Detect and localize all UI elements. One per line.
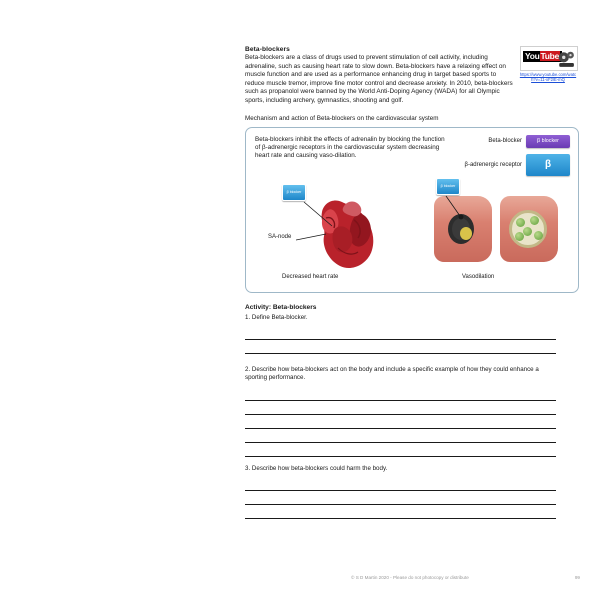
heart-illustration (268, 190, 394, 270)
question-2-number: 2. (245, 365, 251, 373)
question-1-prompt: Define Beta-blocker. (251, 313, 308, 321)
youtube-tube-text: Tube (540, 51, 560, 61)
film-reel-icon (557, 50, 575, 68)
mechanism-subheading: Mechanism and action of Beta-blockers on the cardiovascular system (245, 114, 439, 122)
footer-copyright: © S D Martin 2020 - Please do not photocopy or distribute (351, 575, 469, 580)
question-2-text (245, 366, 557, 383)
sa-node-label: SA-node (268, 233, 292, 240)
question-1-number: 1. (245, 313, 251, 321)
vessel-illustration (434, 184, 564, 272)
answer-line[interactable] (245, 415, 556, 429)
question-2-answer-lines[interactable] (245, 387, 580, 457)
figure-explanation: Beta-blockers inhibit the effects of adrenalin by blocking the function of β-adrenergic receptors in the cardiovascular system decreasing heart rate and causing vaso-dilation. (255, 135, 445, 160)
question-2-block (245, 366, 580, 457)
legend-item-beta-receptor (450, 154, 570, 176)
answer-line[interactable] (245, 491, 556, 505)
answer-line[interactable] (245, 443, 556, 457)
question-3-answer-lines[interactable] (245, 477, 580, 519)
section-heading: Beta-blockers (245, 46, 290, 53)
beta-receptor-chip: β (526, 154, 570, 176)
lumen-core (460, 227, 472, 240)
figure-legend (450, 135, 570, 182)
beta-blocker-tag-heart: β blocker (282, 184, 306, 201)
blood-cell (534, 231, 543, 240)
caption-decreased-heart-rate: Decreased heart rate (282, 273, 339, 280)
spacer (245, 354, 580, 366)
legend-label-beta-receptor: β-adrenergic receptor (464, 161, 522, 168)
answer-line[interactable] (245, 326, 556, 340)
intro-paragraph: Beta-blockers are a class of drugs used to prevent stimulation of cell activity, including adrenaline, such as causing heart rate to slow down. Beta-blockers have a relaxing effect on muscle function and are used as a performance enhancing drug in target based sports to reduce muscle tremor, improve fine motor control and decrease anxiety. In 2010, beta-blockers such as propanolol were banned by the World Anti-Doping Agency (WADA) for all Olympic sports, including archery, gymnastics, shooting and golf. (245, 54, 513, 104)
question-3-prompt: Describe how beta-blockers could harm the body. (251, 464, 388, 472)
answer-line[interactable] (245, 401, 556, 415)
figure-panel (245, 127, 579, 293)
document-sheet (110, 8, 580, 592)
beta-blocker-chip: β blocker (526, 135, 570, 148)
legend-label-beta-blocker: Beta-blocker (488, 138, 522, 145)
beta-blocker-tag-vessel: β blocker (436, 178, 460, 195)
vessel-pointer-line-icon (444, 194, 466, 220)
question-3-block (245, 465, 580, 519)
dilated-vessel (500, 196, 558, 262)
question-2-prompt: Describe how beta-blockers act on the body and include a specific example of how they could enhance a sporting performance. (245, 365, 539, 382)
answer-line[interactable] (245, 505, 556, 519)
question-1-text (245, 314, 557, 322)
sa-node-pointer-icon (296, 232, 330, 246)
spacer (245, 457, 580, 465)
youtube-video-link[interactable]: https://www.youtube.com/watch?v=11-xF2lE-mQ (519, 72, 577, 82)
youtube-reference-block (518, 46, 580, 82)
legend-item-beta-blocker (450, 135, 570, 148)
youtube-logo (520, 46, 578, 71)
document-content (245, 46, 580, 519)
question-3-number: 3. (245, 464, 251, 472)
heart-pointer-line-icon (302, 200, 338, 234)
question-1-answer-lines[interactable] (245, 326, 580, 354)
question-3-text (245, 465, 557, 473)
answer-line[interactable] (245, 477, 556, 491)
dilated-lumen (509, 210, 547, 248)
footer-page-number: 99 (574, 575, 580, 580)
blood-cell (523, 227, 532, 236)
activity-heading: Activity: Beta-blockers (245, 303, 317, 311)
blood-cell (516, 218, 525, 227)
blood-cell (515, 232, 524, 241)
blood-cell (530, 216, 539, 225)
answer-line[interactable] (245, 429, 556, 443)
youtube-you-text: You (525, 51, 540, 61)
caption-vasodilation: Vasodilation (462, 273, 495, 280)
question-1-block (245, 314, 580, 354)
answer-line[interactable] (245, 387, 556, 401)
page-footer (245, 575, 580, 580)
answer-line[interactable] (245, 340, 556, 354)
